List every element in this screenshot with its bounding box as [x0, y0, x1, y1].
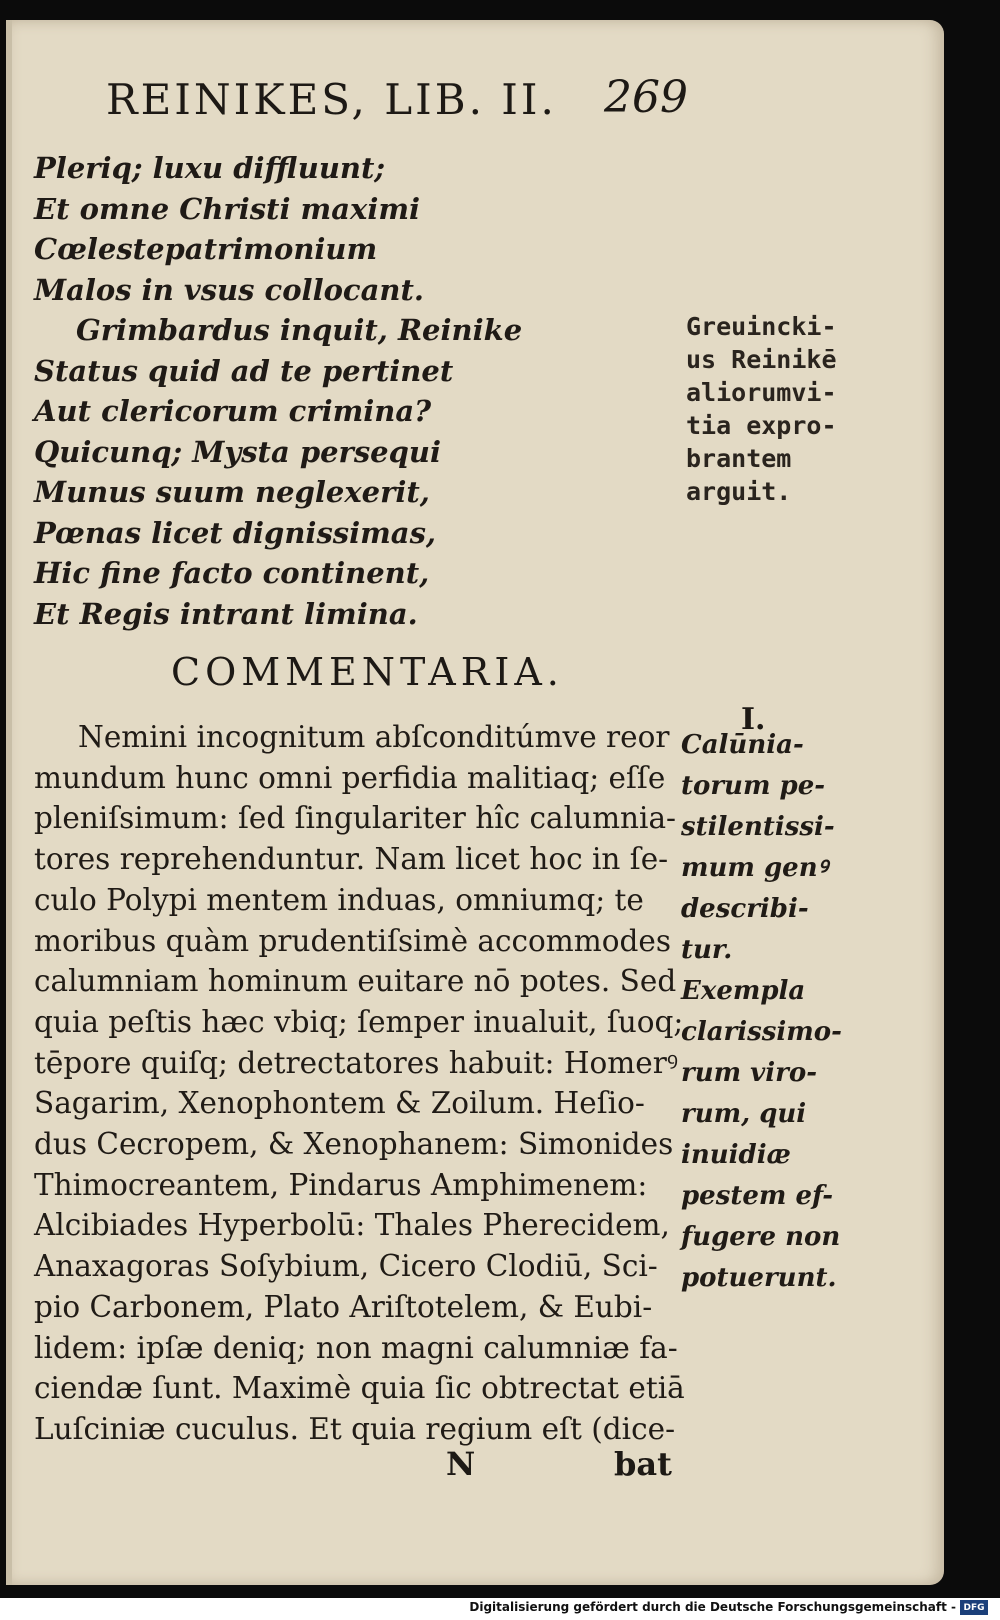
margin-note-line: clarissimo- [681, 1017, 842, 1047]
commentary-line: culo Polypi mentem induas, omniumq; te [34, 882, 644, 917]
commentary-line: Thimocreantem, Pindarus Amphimenem: [34, 1167, 648, 1202]
footer-credit: Digitalisierung gefördert durch die Deutsche Forschungsgemeinschaft - [469, 1600, 956, 1614]
verse-line: Pœnas licet dignissimas, [34, 515, 437, 550]
commentary-line: calumniam hominum euitare nō potes. Sed [34, 964, 677, 999]
verse-line: Cœlestepatrimonium [34, 232, 378, 266]
commentary-line: dus Cecropem, & Xenophanem: Simonides [34, 1127, 674, 1162]
margin-note-line: arguit. [686, 477, 792, 506]
commentary-line: quia peſtis hæc vbiq; ſemper inualuit, ſuoq; [34, 1004, 684, 1039]
commentary-line: mundum hunc omni perfidia malitiaq; eſſe [34, 760, 666, 795]
margin-note-line: Exempla [681, 976, 806, 1006]
verse-line: Malos in vsus collocant. [34, 272, 424, 307]
margin-note-line: rum viro- [681, 1058, 817, 1088]
verse-line: Aut clericorum crimina? [34, 394, 432, 428]
verse-line: Et omne Christi maximi [34, 191, 421, 226]
margin-note-line: Greuincki- [686, 312, 837, 341]
margin-note-line: stilentissi- [681, 812, 835, 842]
commentary-line: Nemini incognitum abſconditúmve reor [78, 720, 670, 754]
margin-note-line: fugere non [681, 1222, 841, 1252]
margin-note-line: describi- [681, 894, 809, 924]
verse-line: Hic fine facto continent, [34, 556, 430, 590]
commentary-line: pio Carbonem, Plato Ariſtotelem, & Eubi- [34, 1289, 653, 1324]
page-number: 269 [604, 72, 688, 123]
commentary-line: Anaxagoras Soſybium, Cicero Clodiū, Sci- [34, 1249, 658, 1284]
note-marker: I. [741, 702, 766, 737]
commentary-line: Luſciniæ cuculus. Et quia regium eſt (dice- [34, 1411, 676, 1446]
footer-bar [0, 1598, 1000, 1620]
book-page [6, 20, 944, 1585]
signature-mark: N [446, 1445, 476, 1483]
commentary-line: tēpore quiſq; detrectatores habuit: Homerꝰ [34, 1045, 679, 1080]
section-heading: COMMENTARIA. [171, 650, 564, 694]
margin-note-line: brantem [686, 444, 792, 473]
margin-note-line: pestem ef- [681, 1181, 834, 1211]
commentary-line: Sagarim, Xenophontem & Zoilum. Heſio- [34, 1086, 645, 1121]
page-gutter [6, 20, 12, 1585]
catchword: bat [614, 1445, 672, 1483]
margin-note-line: mum genꝰ [681, 853, 828, 883]
verse-line: Quicunq; Mysta persequi [34, 434, 441, 469]
margin-note-line: tur. [681, 935, 733, 965]
verse-line: Munus suum neglexerit, [34, 475, 430, 509]
margin-note-line: tia expro- [686, 411, 837, 440]
verse-line: Et Regis intrant limina. [34, 596, 418, 631]
commentary-line: pleniſsimum: ſed ſingulariter hîc calumnia- [34, 801, 677, 836]
verse-block [34, 148, 674, 634]
commentary-line: ciendæ ſunt. Maximè quia ſic obtrectat etiā [34, 1371, 685, 1406]
margin-note-line: aliorumvi- [686, 378, 837, 407]
commentary-block [34, 717, 685, 1450]
commentary-line: tores reprehenduntur. Nam licet hoc in ſe- [34, 842, 669, 877]
verse-line: Pleriq; luxu diffluunt; [34, 151, 386, 185]
verse-line: Grimbardus inquit, Reinike [76, 313, 523, 347]
margin-note-line: rum, qui [681, 1099, 807, 1129]
margin-note-line: inuidiæ [681, 1140, 791, 1170]
running-head: REINIKES, LIB. II. [106, 75, 557, 124]
margin-note-line: torum pe- [681, 771, 826, 801]
dfg-logo: DFG [960, 1600, 988, 1615]
commentary-line: Alcibiades Hyperbolū: Thales Pherecidem, [34, 1208, 670, 1243]
margin-note-line: potuerunt. [681, 1263, 837, 1293]
commentary-line: lidem: ipſæ deniq; non magni calumniæ fa- [34, 1330, 678, 1365]
margin-note-commentary [681, 725, 861, 1299]
margin-note-verse [686, 310, 856, 508]
margin-note-line: Calūnia- [681, 730, 804, 760]
verse-line: Status quid ad te pertinet [34, 353, 454, 388]
margin-note-line: us Reinikē [686, 345, 837, 374]
commentary-line: moribus quàm prudentiſsimè accommodes [34, 923, 671, 958]
